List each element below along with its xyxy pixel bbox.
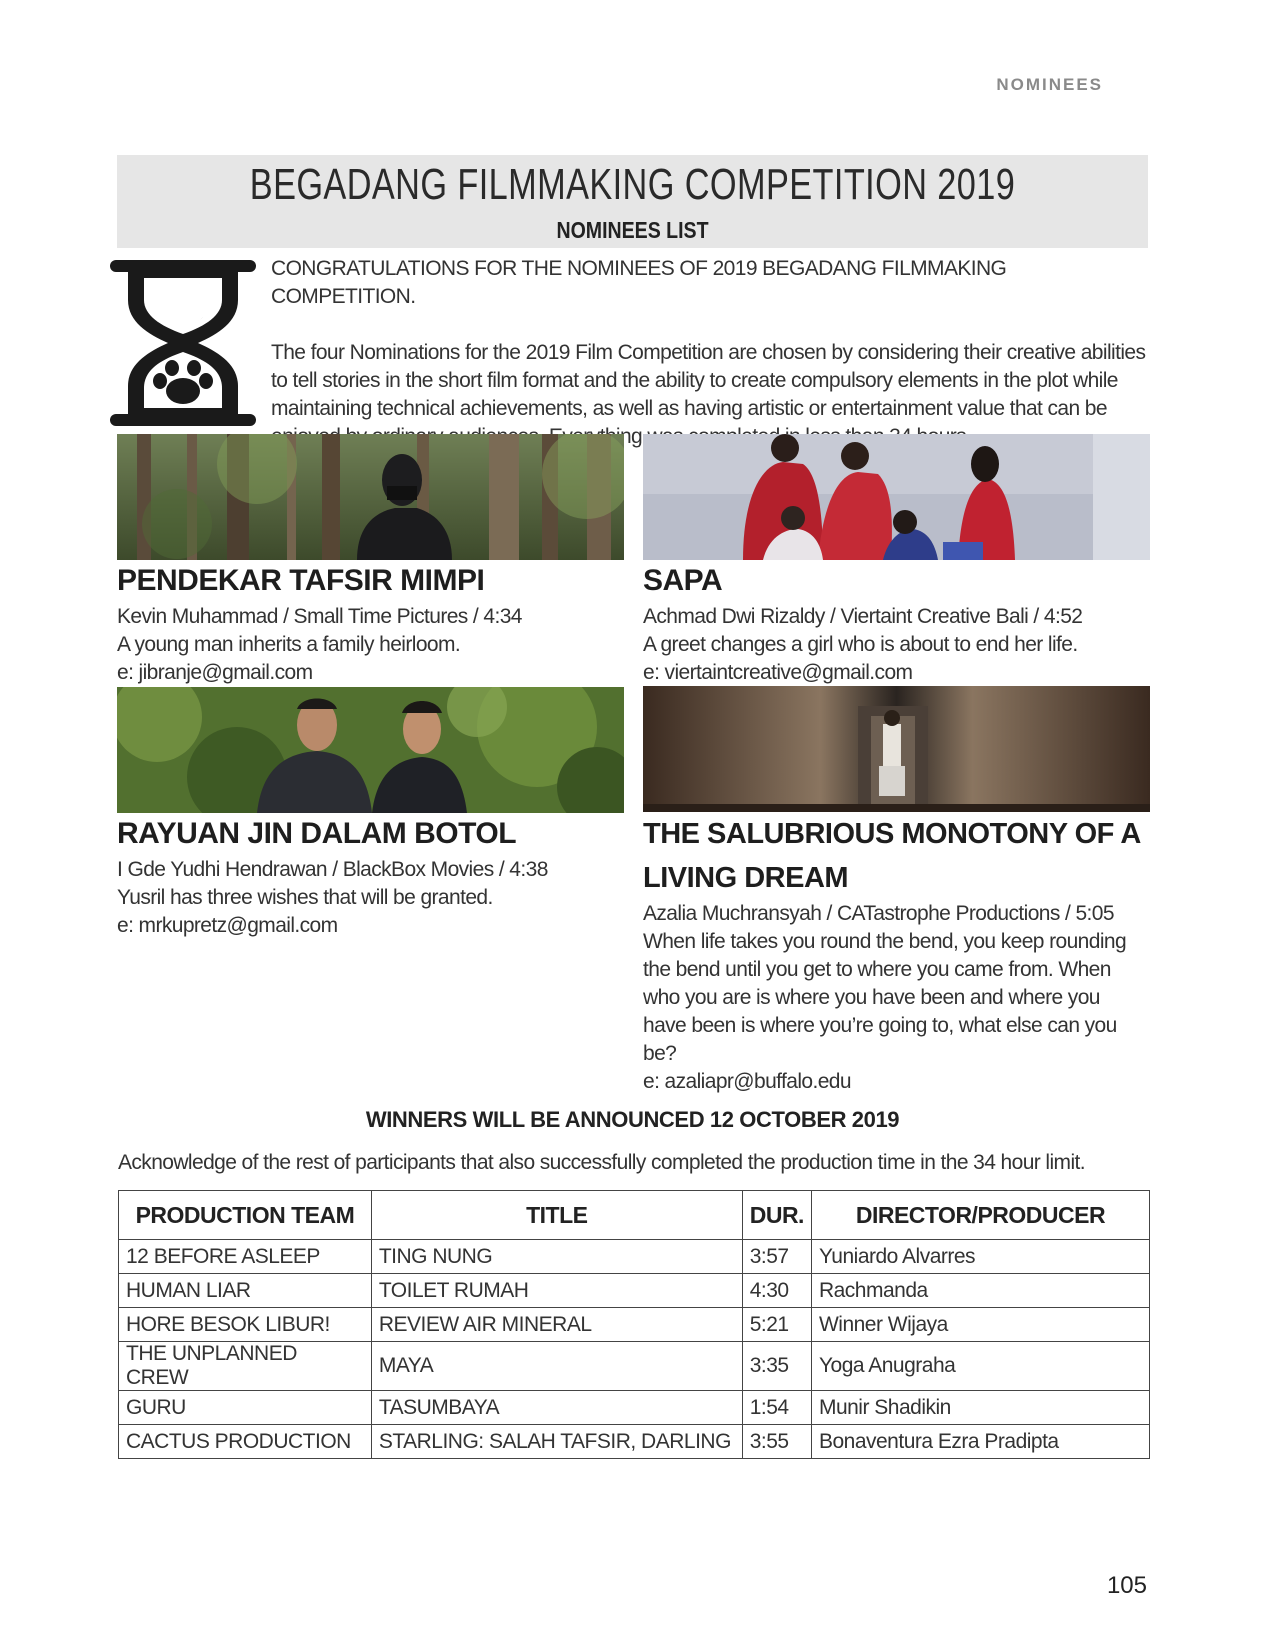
nominee-card-4	[643, 812, 1148, 1096]
table-row	[119, 1240, 1150, 1274]
nominee-credit: Azalia Muchransyah / CATastrophe Productions / 5:05	[643, 902, 1114, 925]
table-cell: 3:57	[742, 1240, 811, 1274]
table-cell: 12 BEFORE ASLEEP	[119, 1240, 372, 1274]
nominee-email: e: jibranje@gmail.com	[117, 661, 313, 684]
intro-paragraph: The four Nominations for the 2019 Film Competition are chosen by considering their creative abilities to tell stories in the short film format and the ability to create compulsory elements in the plot while maintaining technical achievements, as well as having artistic or entertainment value that can be	[271, 341, 1146, 420]
column-header: TITLE	[371, 1191, 742, 1240]
nominee-photo-hallway	[643, 686, 1150, 812]
nominee-email: e: azaliapr@buffalo.edu	[643, 1070, 851, 1093]
nominee-email: e: viertaintcreative@gmail.com	[643, 661, 913, 684]
announcement: WINNERS WILL BE ANNOUNCED 12 OCTOBER 2019	[365, 1107, 900, 1132]
nominee-title: PENDEKAR TAFSIR MIMPI	[117, 564, 485, 597]
column-header: DIRECTOR/PRODUCER	[811, 1191, 1149, 1240]
table-row	[119, 1391, 1150, 1425]
table-cell: TING NUNG	[371, 1240, 742, 1274]
page-number: 105	[1106, 1572, 1147, 1599]
table-cell: TOILET RUMAH	[371, 1274, 742, 1308]
table-row	[119, 1308, 1150, 1342]
table-cell: HORE BESOK LIBUR!	[119, 1308, 372, 1342]
nominee-synopsis: A young man inherits a family heirloom.	[117, 633, 461, 656]
nominee-email: e: mrkupretz@gmail.com	[117, 914, 338, 937]
nominee-title: RAYUAN JIN DALAM BOTOL	[117, 817, 517, 850]
nominee-card-1	[117, 559, 627, 687]
page-subtitle: NOMINEES LIST	[556, 217, 709, 243]
table-cell: 1:54	[742, 1391, 811, 1425]
table-header-row	[119, 1191, 1150, 1240]
nominee-credit: Kevin Muhammad / Small Time Pictures / 4:34	[117, 605, 522, 628]
table-cell: STARLING: SALAH TAFSIR, DARLING	[371, 1425, 742, 1459]
nominee-credit: I Gde Yudhi Hendrawan / BlackBox Movies / 4:38	[117, 858, 548, 881]
table-cell: REVIEW AIR MINERAL	[371, 1308, 742, 1342]
table-cell: TASUMBAYA	[371, 1391, 742, 1425]
column-header: PRODUCTION TEAM	[119, 1191, 372, 1240]
table-cell: GURU	[119, 1391, 372, 1425]
table-cell: Winner Wijaya	[811, 1308, 1149, 1342]
congratulations-line: CONGRATULATIONS FOR THE NOMINEES OF 2019 BEGADANG FILMMAKING COMPETITION.	[271, 257, 1007, 308]
table-cell: MAYA	[371, 1342, 742, 1391]
nominee-synopsis: Yusril has three wishes that will be granted.	[117, 886, 493, 909]
table-cell: THE UNPLANNED CREW	[119, 1342, 372, 1391]
table-row	[119, 1274, 1150, 1308]
table-cell: 3:55	[742, 1425, 811, 1459]
nominee-photo-forest	[117, 434, 624, 560]
nominee-synopsis: When life takes you round the bend, you keep rounding the bend until you get to where you came from. When who you are is where you have been and where you have been is where you’re going to, what else can you be?	[643, 930, 1127, 1065]
nominee-card-3	[117, 812, 627, 940]
table-cell: 4:30	[742, 1274, 811, 1308]
table-row	[119, 1342, 1150, 1391]
table-cell: 3:35	[742, 1342, 811, 1391]
table-cell: Yoga Anugraha	[811, 1342, 1149, 1391]
nominee-synopsis: A greet changes a girl who is about to end her life.	[643, 633, 1078, 656]
acknowledgement-text: Acknowledge of the rest of participants that also successfully completed the production time in the 34 hour limit.	[118, 1151, 1085, 1174]
nominee-photo-classroom	[643, 434, 1150, 560]
nominee-title: THE SALUBRIOUS MONOTONY OF A LIVING DREAM	[643, 818, 1140, 894]
table-cell: 5:21	[742, 1308, 811, 1342]
table-cell: HUMAN LIAR	[119, 1274, 372, 1308]
nominee-photo-jungle	[117, 687, 624, 813]
table-cell: Yuniardo Alvarres	[811, 1240, 1149, 1274]
table-cell: Munir Shadikin	[811, 1391, 1149, 1425]
page-title: BEGADANG FILMMAKING COMPETITION 2019	[249, 160, 1016, 209]
nominee-credit: Achmad Dwi Rizaldy / Viertaint Creative Bali / 4:52	[643, 605, 1083, 628]
table-cell: Bonaventura Ezra Pradipta	[811, 1425, 1149, 1459]
column-header: DUR.	[742, 1191, 811, 1240]
intro-text	[271, 255, 1151, 451]
nominee-card-2	[643, 559, 1153, 687]
table-cell: Rachmanda	[811, 1274, 1149, 1308]
table-cell: CACTUS PRODUCTION	[119, 1425, 372, 1459]
nominee-title: SAPA	[643, 564, 723, 597]
table-row	[119, 1425, 1150, 1459]
participants-table	[118, 1190, 1150, 1459]
hourglass-moon-paw-icon	[110, 260, 256, 426]
section-label: NOMINEES	[996, 75, 1103, 94]
